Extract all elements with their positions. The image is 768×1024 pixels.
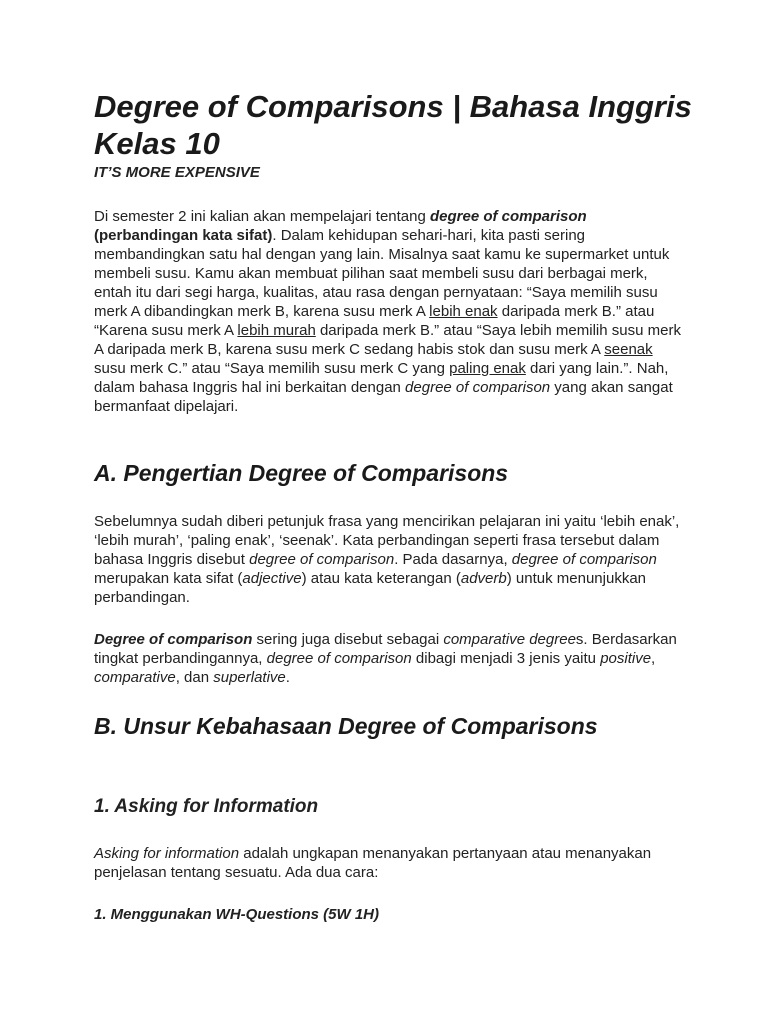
- section-b-heading: B. Unsur Kebahasaan Degree of Comparisons: [94, 713, 598, 739]
- underlined-seenak: seenak: [604, 341, 653, 358]
- section-a-paragraph-1: Sebelumnya sudah diberi petunjuk frasa yang mencirikan pelajaran ini yaitu ‘lebih enak’, ‘lebih murah’, ‘paling enak’, ‘seenak’. Kata perbandingan seperti frasa tersebut dalam bahasa Inggris disebut degree of comparison. Pada dasarnya, degree of comparison merupakan kata sifat (adjective) atau kata keterangan (adverb) untuk menunjukkan perbandingan.: [94, 513, 680, 606]
- underlined-paling-enak: paling enak: [449, 360, 526, 377]
- section-b-paragraph-1: Asking for information adalah ungkapan menanyakan pertanyaan atau menanyakan penjelasan tentang sesuatu. Ada dua cara:: [94, 845, 652, 881]
- section-a-heading: A. Pengertian Degree of Comparisons: [94, 460, 509, 486]
- subtitle: IT’S MORE EXPENSIVE: [94, 164, 260, 181]
- term-translation: (perbandingan kata sifat): [94, 227, 273, 244]
- underlined-lebih-murah: lebih murah: [237, 322, 316, 339]
- section-b-subheading-asking: 1. Asking for Information: [94, 796, 319, 817]
- term-degree-of-comparison: degree of comparison: [430, 208, 587, 225]
- section-a-paragraph-2: Degree of comparison sering juga disebut sebagai comparative degrees. Berdasarkan tingkat perbandingannya, degree of comparison dibagi menjadi 3 jenis yaitu positive, comparative, dan superlative.: [94, 631, 677, 686]
- underlined-lebih-enak: lebih enak: [429, 303, 498, 320]
- intro-paragraph: Di semester 2 ini kalian akan mempelajari tentang degree of comparison (perbandingan kata sifat). Dalam kehidupan sehari-hari, kita pasti sering membandingkan satu hal dengan yang lain. Misalnya saat kamu ke supermarket untuk membeli susu. Kamu akan membuat pilihan saat membeli susu dari berbagai merk, entah itu dari segi harga, kualitas, atau rasa dengan pernyataan: “Saya memilih susu merk A dibandingkan merk B, karena susu merk A lebih enak daripada merk B.” atau “Karena susu merk A lebih murah daripada merk B.” atau “Saya lebih memilih susu merk A daripada merk B, karena susu merk C sedang habis stok dan susu merk A seenak susu merk C.” atau “Saya memilih susu merk C yang paling enak dari yang lain.”. Nah, dalam bahasa Inggris hal ini berkaitan dengan degree of comparison yang akan sangat bermanfaat dipelajari.: [94, 208, 681, 415]
- page-title: Degree of Comparisons | Bahasa Inggris Kelas 10: [94, 89, 692, 161]
- section-b-subheading-wh: 1. Menggunakan WH-Questions (5W 1H): [94, 906, 380, 923]
